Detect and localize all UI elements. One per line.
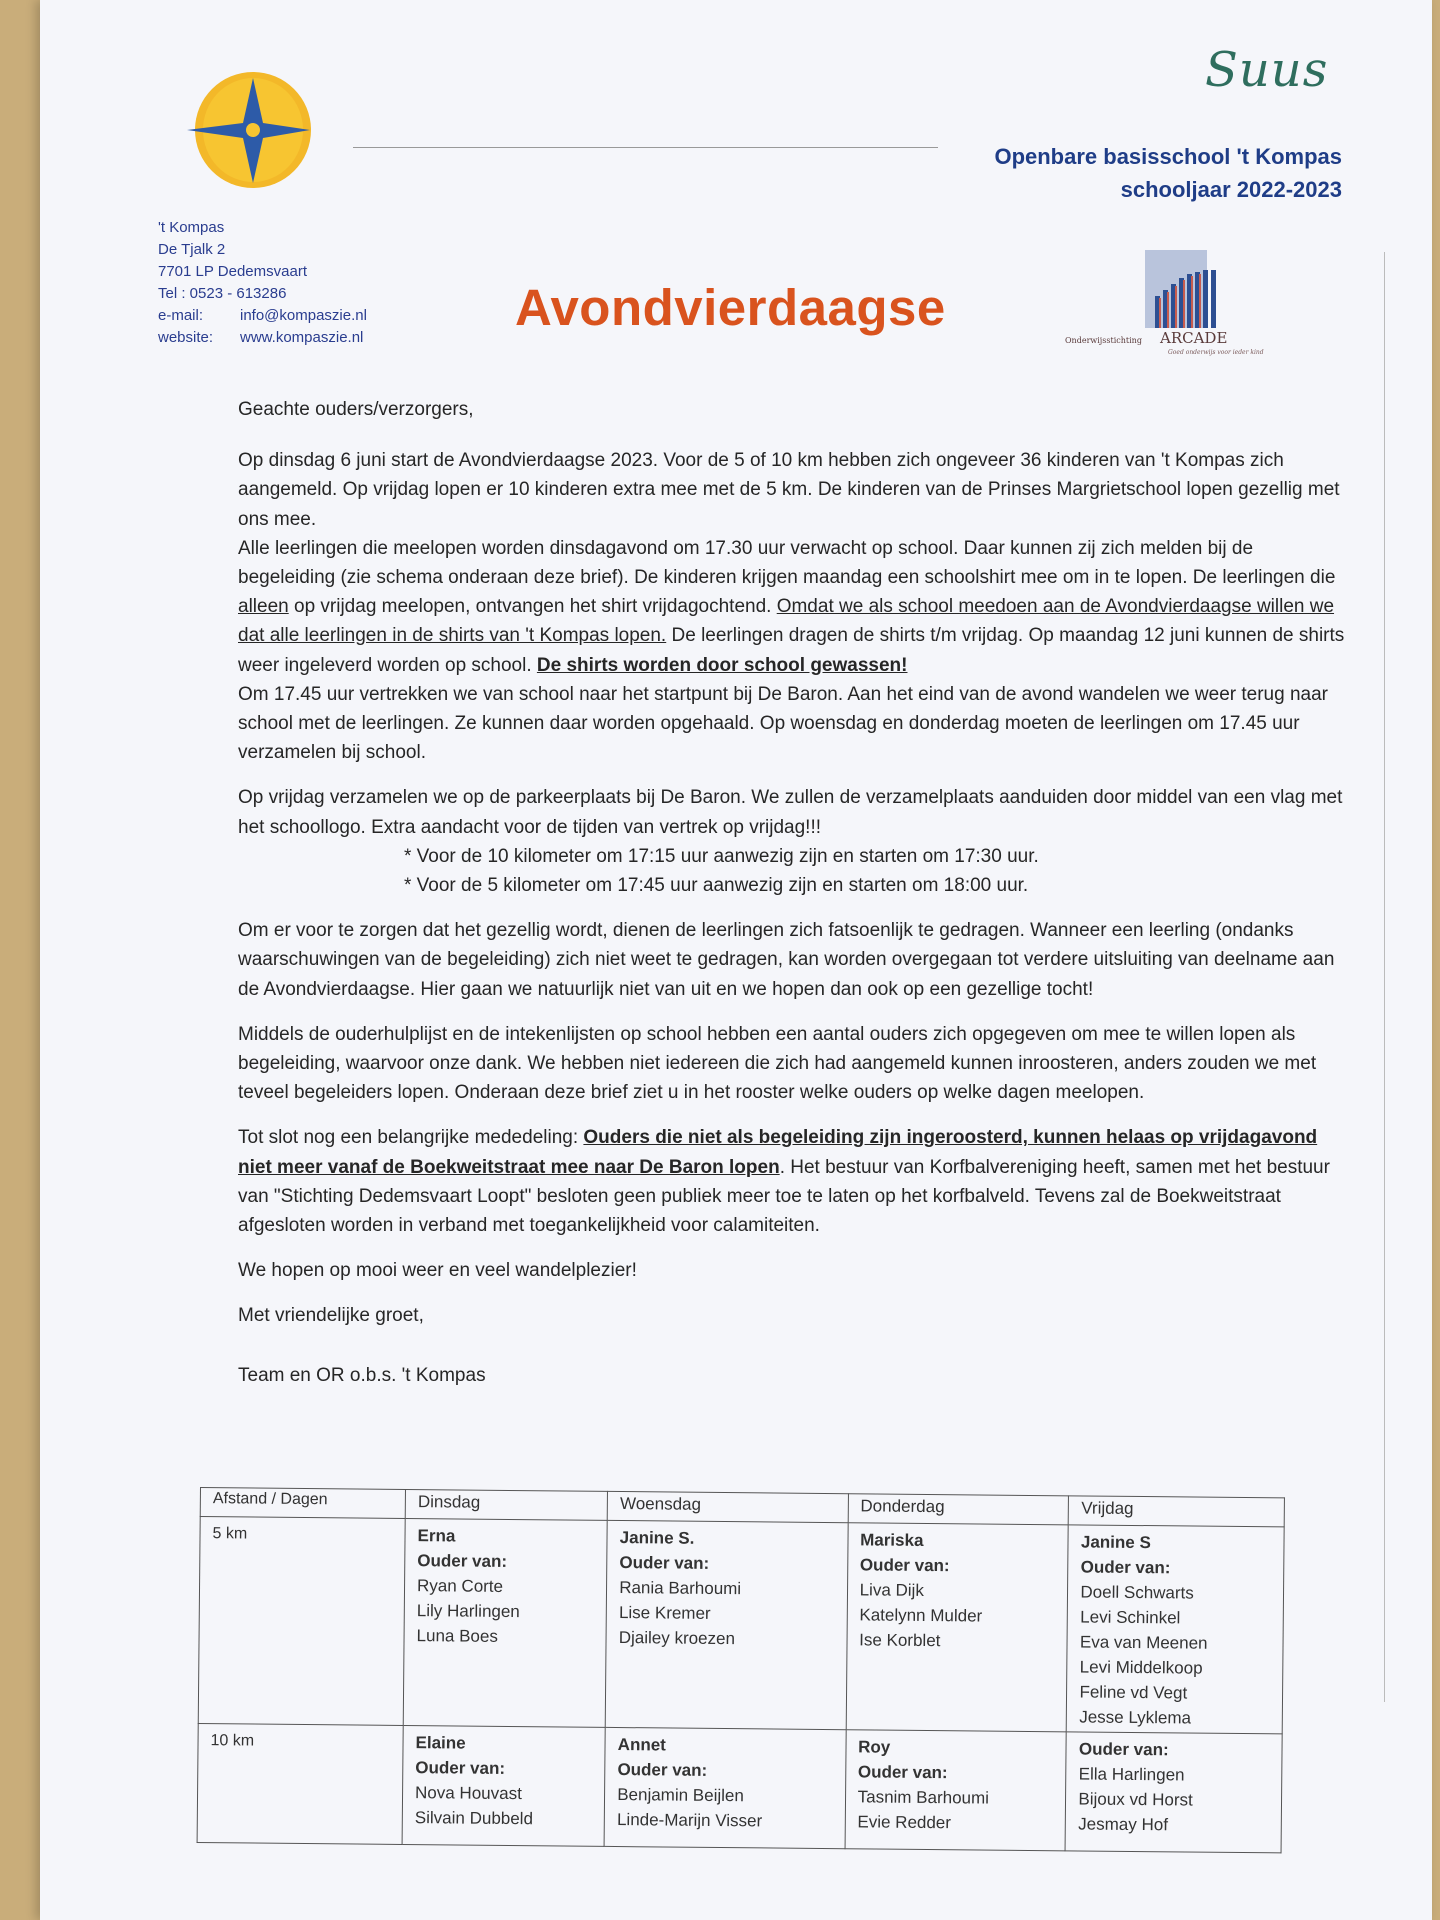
schedule-cell: Elaine Ouder van: Nova Houvast Silvain Dubbeld bbox=[402, 1725, 605, 1846]
schedule-cell: Mariska Ouder van: Liva Dijk Katelynn Mulder Ise Korblet bbox=[846, 1523, 1069, 1732]
paragraph-friday: Op vrijdag verzamelen we op de parkeerplaats bij De Baron. We zullen de verzamelplaats aanduiden door middel van een vlag met het schoollogo. Extra aandacht voor de tijden van vertrek op vrijdag!!! bbox=[238, 787, 1343, 838]
greeting: Geachte ouders/verzorgers, bbox=[238, 399, 474, 420]
schedule-header: Afstand / Dagen bbox=[200, 1488, 405, 1519]
paragraph-announcement: Tot slot nog een belangrijke mededeling: Ouders die niet als begeleiding zijn ingeroosterd, kunnen helaas op vrijdagavond niet meer vanaf de Boekweitstraat mee naar De Baron lopen. Het bestuur van Korfbalvereniging heeft, samen met het bestuur van "Stichting Dedemsvaart Loopt" besloten geen publiek meer toe te laten op het korfbalveld. Tevens zal de Boekweitstraat afgesloten worden in verband met toegankelijkheid voor calamiteiten. bbox=[238, 1127, 1330, 1237]
signature: Team en OR o.b.s. 't Kompas bbox=[238, 1364, 486, 1386]
schedule-header: Donderdag bbox=[848, 1494, 1069, 1525]
handwritten-name: Suus bbox=[1205, 42, 1329, 98]
website-link[interactable]: www.kompaszie.nl bbox=[240, 329, 364, 346]
school-header bbox=[994, 140, 1342, 206]
paragraph-departure: Om 17.45 uur vertrekken we van school naar het startpunt bij De Baron. Aan het eind van de avond wandelen we weer terug naar school met de leerlingen. Ze kunnen daar worden opgehaald. Op woensdag en donderdag moeten de leerlingen om 17.45 uur verzamelen bij school. bbox=[238, 683, 1328, 764]
schedule-cell: Erna Ouder van: Ryan Corte Lily Harlingen Luna Boes bbox=[403, 1518, 607, 1727]
school-address bbox=[158, 217, 367, 349]
paragraph-start: Op dinsdag 6 juni start de Avondvierdaagse 2023. Voor de 5 of 10 km hebben zich ongeveer 36 kinderen van 't Kompas zich aangemeld. Op vrijdag lopen er 10 kinderen extra mee met de 5 km. De kinderen van de Prinses Margrietschool lopen gezellig met ons mee. bbox=[238, 450, 1340, 530]
paragraph-parents: Middels de ouderhulplijst en de intekenlijsten op school hebben een aantal ouders zich opgegeven om mee te willen lopen als begeleiding, waarvoor onze dank. We hebben niet iedereen die zich had aangemeld kunnen inroosteren, anders zouden we met teveel begeleiders lopen. Onderaan deze brief ziet u in het rooster welke ouders op welke dagen meelopen. bbox=[238, 1023, 1317, 1104]
schedule-cell: Janine S. Ouder van: Rania Barhoumi Lise Kremer Djailey kroezen bbox=[605, 1520, 847, 1729]
address-line: website: www.kompaszie.nl bbox=[158, 329, 364, 346]
school-year: schooljaar 2022-2023 bbox=[1120, 177, 1342, 202]
schedule-cell: Ouder van: Ella Harlingen Bijoux vd Horst Jesmay Hof bbox=[1065, 1732, 1282, 1853]
svg-text:ARCADE: ARCADE bbox=[1160, 329, 1228, 347]
address-line: e-mail: info@kompaszie.nl bbox=[158, 307, 367, 324]
schedule-cell: Annet Ouder van: Benjamin Beijlen Linde-Marijn Visser bbox=[604, 1727, 846, 1848]
schedule-row-10km bbox=[197, 1723, 1282, 1852]
schedule-header: Dinsdag bbox=[405, 1489, 607, 1520]
paragraph-behaviour: Om er voor te zorgen dat het gezellig wordt, dienen de leerlingen zich fatsoenlijk te gedragen. Wanneer een leerling (ondanks waarschuwingen van de begeleiding) zich niet weet te gedragen, kan worden overgegaan tot verdere uitsluiting van deelname aan de Avondvierdaagse. Hier gaan we natuurlijk niet van uit en we hopen dan ook op een gezellige tocht! bbox=[238, 920, 1335, 1000]
svg-text:Onderwijsstichting: Onderwijsstichting bbox=[1065, 336, 1142, 345]
letter-body bbox=[238, 395, 1353, 1406]
time-bullet: * Voor de 10 kilometer om 17:15 uur aanwezig zijn en starten om 17:30 uur. bbox=[404, 845, 1039, 867]
time-bullet: * Voor de 5 kilometer om 17:45 uur aanwezig zijn en starten om 18:00 uur. bbox=[404, 875, 1029, 897]
arcade-logo bbox=[1060, 248, 1280, 358]
email-link[interactable]: info@kompaszie.nl bbox=[240, 307, 367, 324]
schedule-header: Woensdag bbox=[607, 1491, 848, 1522]
schedule-row-5km bbox=[198, 1517, 1284, 1734]
address-line: De Tjalk 2 bbox=[158, 241, 226, 258]
closing: Met vriendelijke groet, bbox=[238, 1305, 424, 1327]
paragraph-shirts: Alle leerlingen die meelopen worden dinsdagavond om 17.30 uur verwacht op school. Daar kunnen zij zich melden bij de begeleiding (zie schema onderaan deze brief). De kinderen krijgen maandag een schoolshirt mee om in te lopen. De leerlingen die alleen op vrijdag meelopen, ontvangen het shirt vrijdagochtend. Omdat we als school meedoen aan de Avondvierdaagse willen we dat alle leerlingen in de shirts van 't Kompas lopen. De leerlingen dragen de shirts t/m vrijdag. Op maandag 12 juni kunnen de shirts weer ingeleverd worden op school. De shirts worden door school gewassen! bbox=[238, 537, 1345, 676]
schedule-header: Vrijdag bbox=[1069, 1496, 1285, 1527]
distance-cell: 10 km bbox=[197, 1723, 403, 1844]
header-rule bbox=[353, 147, 938, 148]
paragraph-wish: We hopen op mooi weer en veel wandelplezier! bbox=[238, 1260, 637, 1282]
address-line: 7701 LP Dedemsvaart bbox=[158, 263, 307, 280]
letter-paper bbox=[40, 0, 1432, 1920]
margin-rule bbox=[1384, 252, 1385, 1702]
distance-cell: 5 km bbox=[198, 1517, 405, 1726]
kompas-logo bbox=[175, 68, 325, 193]
schedule-cell: Janine S Ouder van: Doell Schwarts Levi Schinkel Eva van Meenen Levi Middelkoop Feline vd Vegt Jesse Lyklema bbox=[1067, 1525, 1285, 1734]
schedule-cell: Roy Ouder van: Tasnim Barhoumi Evie Redder bbox=[845, 1730, 1067, 1851]
address-line: 't Kompas bbox=[158, 219, 225, 236]
school-name: Openbare basisschool 't Kompas bbox=[994, 144, 1342, 169]
schedule-table bbox=[197, 1487, 1285, 1853]
address-line: Tel : 0523 - 613286 bbox=[158, 285, 287, 302]
svg-text:Goed onderwijs voor ieder kind: Goed onderwijs voor ieder kind bbox=[1168, 349, 1264, 356]
document-title: Avondvierdaagse bbox=[515, 279, 946, 336]
